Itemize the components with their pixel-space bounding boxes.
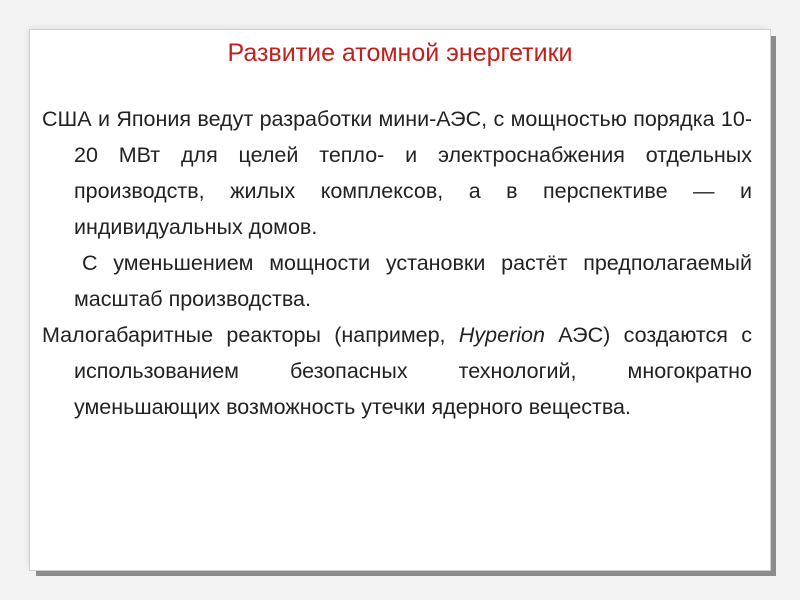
paragraph-small-reactors [42,317,752,425]
slide-title: Развитие атомной энергетики [227,39,573,67]
paragraph-small-reactors-end: АЭС) создаются с использованием безопасных технологий, многократно уменьшающих возможность утечки ядерного вещества. [74,323,752,419]
slide-body [42,101,752,425]
paragraph-small-reactors-start: Малогабаритные реакторы (например, [42,323,459,347]
paragraph-scale: С уменьшением мощности установки растёт предполагаемый масштаб производства. [74,251,752,311]
hyperion-term: Hyperion [458,323,545,347]
paragraph-mini-npp: США и Япония ведут разработки мини-АЭС, с мощностью порядка 10-20 МВт для целей тепло- и электроснабжения отдельных производств, жилых комплексов, а в перспективе — и индивидуальных домов. [42,107,752,239]
